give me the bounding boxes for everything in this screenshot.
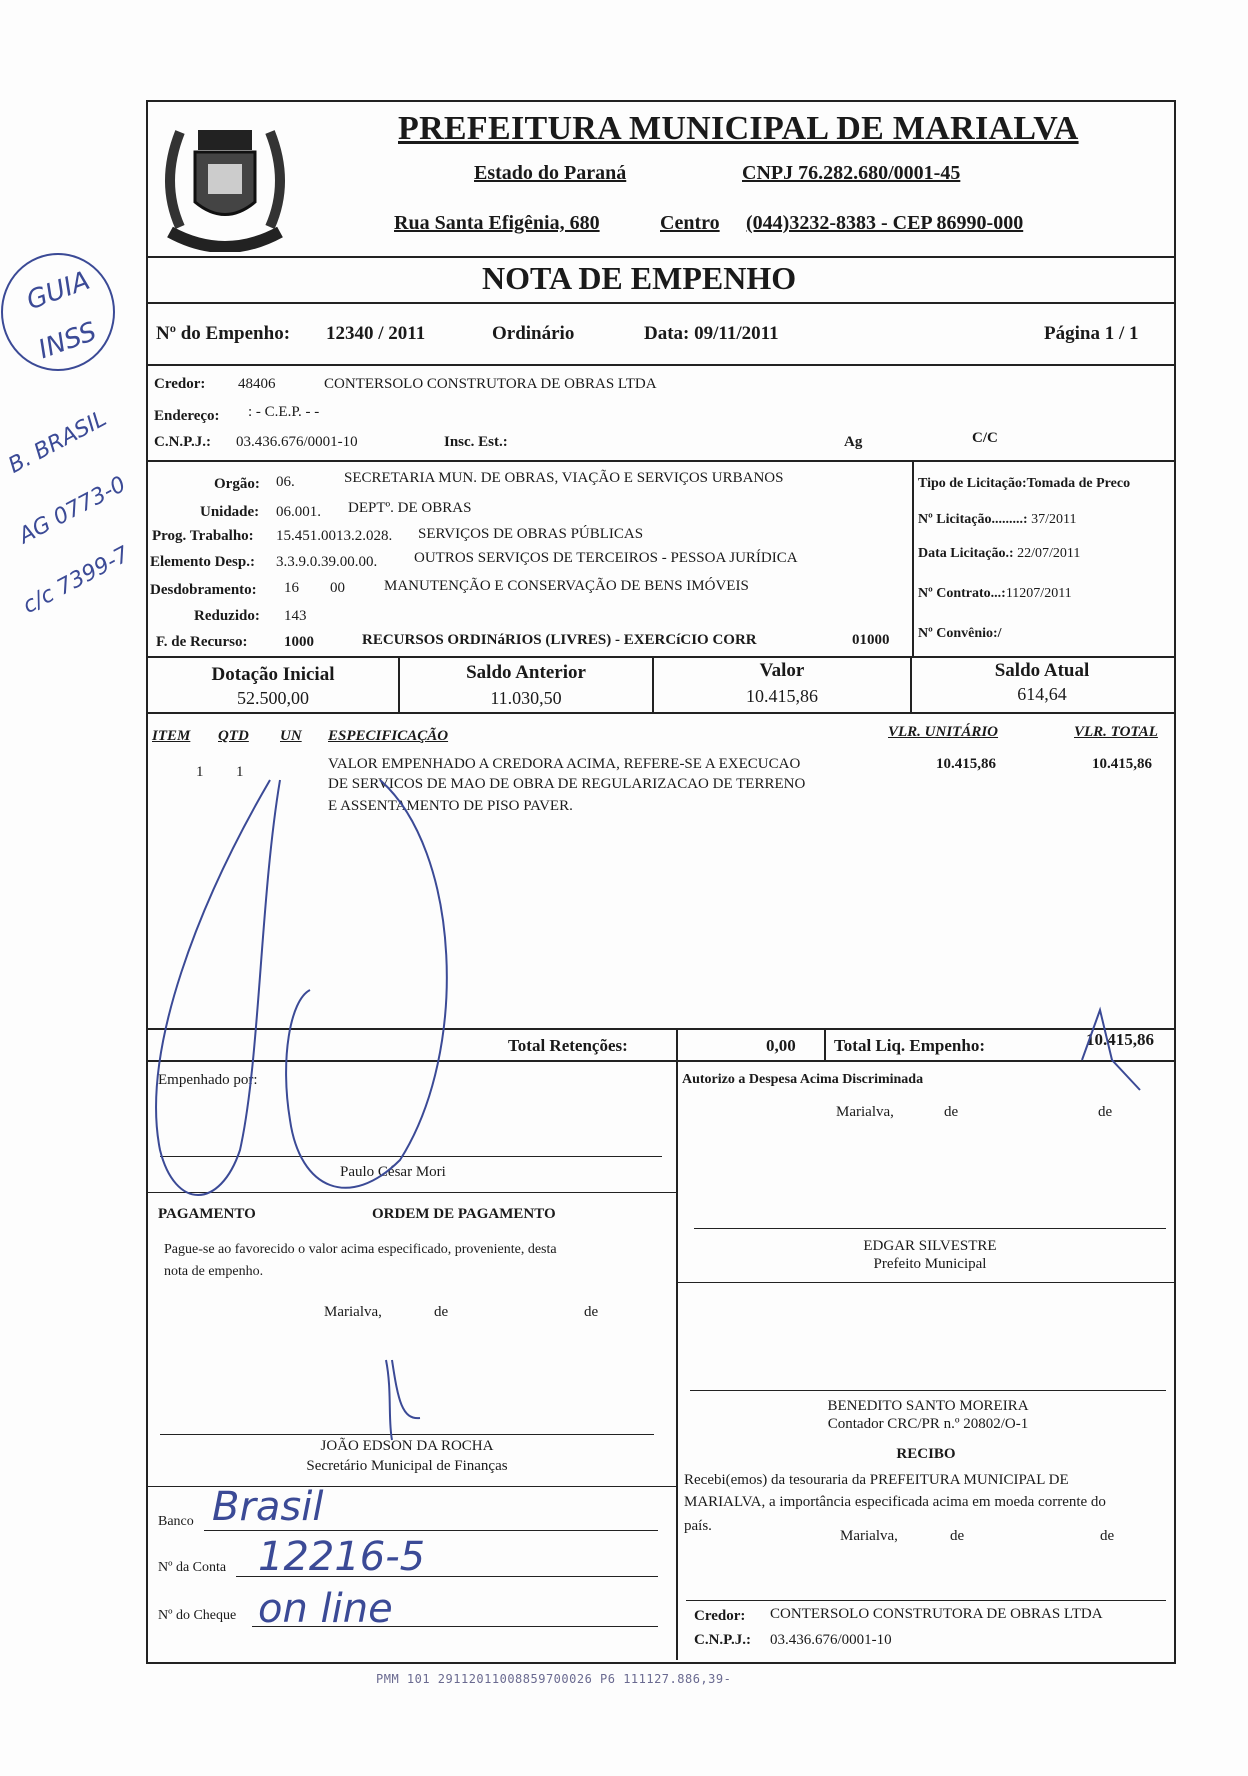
desd-b: 00 <box>330 580 345 596</box>
empenho-number: 12340 / 2011 <box>326 323 426 344</box>
empenho-number-label: Nº do Empenho: <box>156 323 291 344</box>
row-total-value: 10.415,86 <box>1092 756 1152 772</box>
cnpj-label: C.N.P.J.: <box>154 434 211 450</box>
col-especificacao: ESPECIFICAÇÃO <box>328 728 449 744</box>
autorizo-title: Autorizo a Despesa Acima Discriminada <box>682 1072 924 1087</box>
saldo-atual-label: Saldo Atual <box>994 660 1090 681</box>
endereco-value: : - C.E.P. - - <box>248 404 320 420</box>
col-vlr-total: VLR. TOTAL <box>1074 724 1158 740</box>
header-phone-cep: (044)3232-8383 - CEP 86990-000 <box>746 212 1024 234</box>
handwriting-account: c/c 7399-7 <box>18 542 134 619</box>
credor-label: Credor: <box>154 376 206 392</box>
ordem-pagamento-title: ORDEM DE PAGAMENTO <box>372 1206 556 1222</box>
licitacao-num-label: Nº Licitação.........: <box>918 512 1032 527</box>
contrato-value: 11207/2011 <box>1005 586 1072 601</box>
secretary-signature <box>386 1360 420 1440</box>
valor-label: Valor <box>759 660 805 681</box>
endereco-label: Endereço: <box>154 408 220 424</box>
cnpj-value: 03.436.676/0001-10 <box>236 434 358 450</box>
insc-label: Insc. Est.: <box>444 434 508 450</box>
fonte-label: F. de Recurso: <box>156 634 248 650</box>
prefeito-nome: EDGAR SILVESTRE <box>863 1238 997 1254</box>
cheque-label: Nº do Cheque <box>158 1608 237 1623</box>
conta-label: Nº da Conta <box>158 1560 227 1575</box>
row-desc-line-1: VALOR EMPENHADO A CREDORA ACIMA, REFERE-SE A EXECUCAO <box>328 756 801 772</box>
header-title: PREFEITURA MUNICIPAL DE MARIALVA <box>398 110 1079 147</box>
licitacao-num-value: 37/2011 <box>1031 512 1077 527</box>
desd-label: Desdobramento: <box>150 582 257 598</box>
total-retencoes-label: Total Retenções: <box>508 1036 628 1055</box>
pague-line-1: Pague-se ao favorecido o valor acima especificado, proveniente, desta <box>164 1242 557 1257</box>
contador-cargo: Contador CRC/PR n.º 20802/O-1 <box>827 1416 1029 1432</box>
secretario-cargo: Secretário Municipal de Finanças <box>306 1458 508 1474</box>
col-un: UN <box>280 728 302 744</box>
empenho-kind: Ordinário <box>492 323 575 344</box>
prog-label: Prog. Trabalho: <box>152 528 254 544</box>
handwriting-cheque-value: on line <box>258 1586 393 1632</box>
fonte-num: 01000 <box>852 632 890 648</box>
recibo-de-2: de <box>1100 1528 1115 1544</box>
saldo-anterior-label: Saldo Anterior <box>466 662 586 683</box>
recibo-line-2: MARIALVA, a importância especificada acima em moeda corrente do <box>684 1494 1106 1510</box>
contrato-label: Nº Contrato...: <box>918 586 1006 601</box>
prog-value: SERVIÇOS DE OBRAS PÚBLICAS <box>418 526 644 542</box>
footer-credor-value: CONTERSOLO CONSTRUTORA DE OBRAS LTDA <box>770 1606 1103 1622</box>
unidade-code: 06.001. <box>276 504 321 520</box>
autorizo-marialva: Marialva, <box>836 1104 894 1120</box>
header-cnpj: CNPJ 76.282.680/0001-45 <box>742 162 961 184</box>
elem-value: OUTROS SERVIÇOS DE TERCEIROS - PESSOA JURÍDICA <box>414 550 798 566</box>
orgao-label: Orgão: <box>214 476 260 492</box>
empenhado-nome: Paulo César Mori <box>340 1164 446 1180</box>
dotacao-value: 52.500,00 <box>237 688 309 708</box>
footer-cnpj-value: 03.436.676/0001-10 <box>770 1632 892 1648</box>
credor-code: 48406 <box>238 376 276 392</box>
signature-loop-1 <box>156 780 280 1195</box>
recibo-marialva: Marialva, <box>840 1528 898 1544</box>
autorizo-de-2: de <box>1098 1104 1113 1120</box>
row-desc-line-2: DE SERVICOS DE MAO DE OBRA DE REGULARIZACAO DE TERRENO <box>328 776 806 792</box>
pagamento-de-2: de <box>584 1304 599 1320</box>
pagamento-title: PAGAMENTO <box>158 1206 256 1222</box>
signature-loop-2 <box>286 780 447 1188</box>
handwriting-guia: GUIA <box>22 265 94 317</box>
reduzido-label: Reduzido: <box>194 608 260 624</box>
orgao-value: SECRETARIA MUN. DE OBRAS, VIAÇÃO E SERVIÇOS URBANOS <box>344 470 784 486</box>
footer-credor-label: Credor: <box>694 1608 746 1624</box>
ag-label: Ag <box>844 434 863 450</box>
recibo-line-3: país. <box>684 1518 712 1534</box>
unidade-label: Unidade: <box>200 504 260 520</box>
elem-code: 3.3.9.0.39.00.00. <box>276 554 378 570</box>
credor-name: CONTERSOLO CONSTRUTORA DE OBRAS LTDA <box>324 376 657 392</box>
licitacao-convenio: Nº Convênio:/ <box>918 626 1002 641</box>
header-district: Centro <box>660 212 720 234</box>
contador-nome: BENEDITO SANTO MOREIRA <box>827 1398 1029 1414</box>
cc-label: C/C <box>972 430 998 446</box>
pagamento-marialva: Marialva, <box>324 1304 382 1320</box>
fonte-value: RECURSOS ORDINáRIOS (LIVRES) - EXERCíCIO CORR <box>362 632 757 648</box>
saldo-atual-value: 614,64 <box>1017 684 1067 704</box>
handwriting-banco-value: Brasil <box>212 1484 324 1530</box>
unidade-value: DEPTº. DE OBRAS <box>348 500 472 516</box>
handwriting-agency: AG 0773-0 <box>14 471 131 550</box>
header-state: Estado do Paraná <box>474 162 627 184</box>
recibo-de-1: de <box>950 1528 965 1544</box>
doc-title: NOTA DE EMPENHO <box>482 260 797 296</box>
footer-cnpj-label: C.N.P.J.: <box>694 1632 751 1648</box>
autorizo-de-1: de <box>944 1104 959 1120</box>
col-item: ITEM <box>152 728 191 744</box>
col-vlr-unitario: VLR. UNITÁRIO <box>888 724 999 740</box>
row-item: 1 <box>196 764 204 780</box>
licitacao-data-label: Data Licitação.: <box>918 546 1018 561</box>
total-liq-value: 10.415,86 <box>1086 1030 1154 1049</box>
prog-code: 15.451.0013.2.028. <box>276 528 393 544</box>
reduzido-value: 143 <box>284 608 307 624</box>
banco-label: Banco <box>158 1514 194 1529</box>
saldo-anterior-value: 11.030,50 <box>490 688 562 708</box>
handwriting-inss: INSS <box>34 316 101 366</box>
pagamento-de-1: de <box>434 1304 449 1320</box>
empenho-date: Data: 09/11/2011 <box>644 323 779 344</box>
recibo-title: RECIBO <box>896 1446 956 1462</box>
pague-line-2: nota de empenho. <box>164 1264 264 1279</box>
col-qtd: QTD <box>218 728 249 744</box>
row-desc-line-3: E ASSENTAMENTO DE PISO PAVER. <box>328 798 573 814</box>
authentication-stamp: PMM 101 29112011008859700026 P6 111127.886,39- <box>376 1672 732 1686</box>
dotacao-label: Dotação Inicial <box>211 664 335 685</box>
total-check-mark <box>1082 1010 1140 1090</box>
total-liq-label: Total Liq. Empenho: <box>834 1036 985 1055</box>
handwriting-bank: B. BRASIL <box>4 406 111 479</box>
licitacao-data-value: 22/07/2011 <box>1017 546 1081 561</box>
total-retencoes-value: 0,00 <box>766 1036 796 1055</box>
prefeito-cargo: Prefeito Municipal <box>873 1256 987 1272</box>
empenhado-por: Empenhado por: <box>158 1072 258 1088</box>
secretario-nome: JOÃO EDSON DA ROCHA <box>320 1438 494 1454</box>
header-street: Rua Santa Efigênia, 680 <box>394 212 600 234</box>
elem-label: Elemento Desp.: <box>150 554 255 570</box>
empenho-page: Página 1 / 1 <box>1044 323 1139 344</box>
recibo-line-1: Recebi(emos) da tesouraria da PREFEITURA MUNICIPAL DE <box>684 1472 1069 1488</box>
valor-value: 10.415,86 <box>746 686 818 706</box>
licitacao-tipo-text: Tipo de Licitação:Tomada de Preco <box>918 476 1131 491</box>
row-qtd: 1 <box>236 764 244 780</box>
fonte-code: 1000 <box>284 634 314 650</box>
row-unit-value: 10.415,86 <box>936 756 996 772</box>
guia-circle <box>2 254 114 370</box>
desd-a: 16 <box>284 580 299 596</box>
desd-value: MANUTENÇÃO E CONSERVAÇÃO DE BENS IMÓVEIS <box>384 578 749 594</box>
handwriting-conta-value: 12216-5 <box>258 1534 426 1580</box>
orgao-code: 06. <box>276 474 295 490</box>
